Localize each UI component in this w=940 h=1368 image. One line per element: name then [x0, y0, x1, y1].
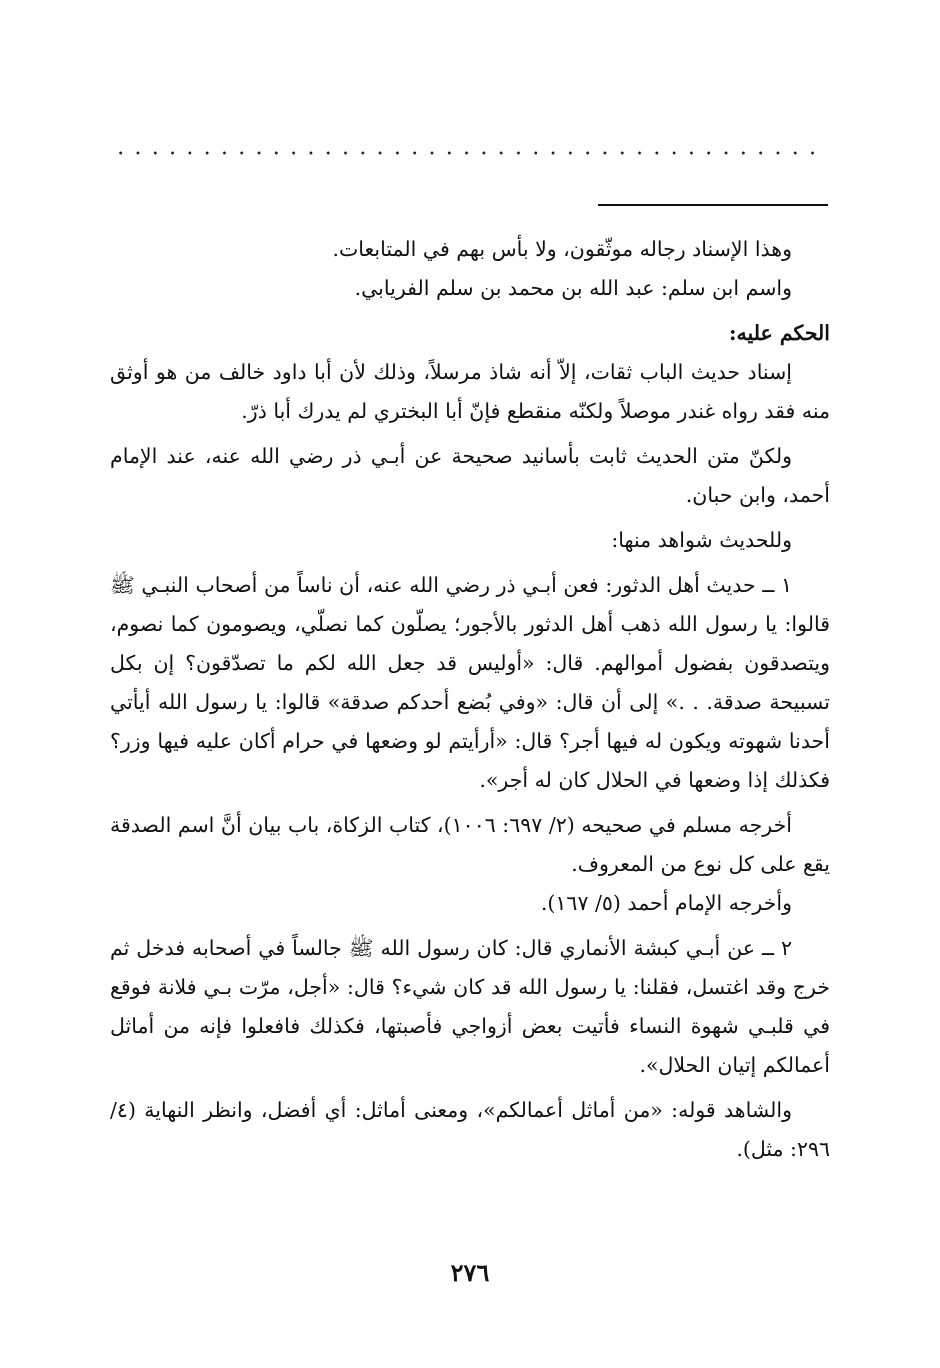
witness-2-text: ٢ ــ عن أبـي كبشة الأنماري قال: كان رسول الله ﷺ جالساً في أصحابه فدخل ثم خرج وقد اغتسل، فقلنا: يا رسول الله قد كان شيء؟ قال: «أجل، مرّت بـي فلانة فوقع في قلبـي شهوة النساء فأتيت بعض أزواجي فأصبتها، فكذلك فافعلوا فإنه من أماثل أعمالكم إتيان الحلال». — [110, 936, 830, 1077]
witness-1-takhrij-ahmad: وأخرجه الإمام أحمد (٥/ ١٦٧). — [540, 891, 792, 915]
witness-1-takhrij-muslim: أخرجه مسلم في صحيحه (٢/ ٦٩٧: ١٠٠٦)، كتاب الزكاة، باب بيان أنَّ اسم الصدقة يقع على كل نوع من المعروف. — [110, 813, 830, 876]
dotted-separator — [112, 146, 824, 160]
ruling-paragraph-3: وللحديث شواهد منها: — [611, 528, 792, 552]
note-line-1: وهذا الإسناد رجاله موثّقون، ولا بأس بهم في المتابعات. — [332, 237, 792, 261]
page-number: ٢٧٦ — [450, 1258, 490, 1287]
ruling-heading: الحكم عليه: — [728, 321, 830, 345]
ruling-paragraph-1: إسناد حديث الباب ثقات، إلاّ أنه شاذ مرسلاً، وذلك لأن أبا داود خالف من هو أوثق منه فقد رواه غندر موصلاً ولكنّه منقطع فإنّ أبا البختري لم يدرك أبا ذرّ. — [110, 360, 830, 423]
note-line-2: واسم ابن سلم: عبد الله بن محمد بن سلم الفريابي. — [354, 276, 792, 300]
witness-1-text: ١ ــ حديث أهل الدثور: فعن أبـي ذر رضي الله عنه، أن ناساً من أصحاب النبـي ﷺ قالوا: يا رسول الله ذهب أهل الدثور بالأجور؛ يصلّون كما نصلّي، ويصومون كما نصوم، ويتصدقون بفضول أموالهم. قال: «أوليس قد جعل الله لكم ما تصدّقون؟ إن بكل تسبيحة صدقة. . .» إلى أن قال: «وفي بُضع أحدكم صدقة» قالوا: يا رسول الله أيأتي أحدنا شهوته ويكون له فيها أجر؟ قال: «أرأيتم لو وضعها في حرام أكان عليه فيها وزر؟ فكذلك إذا وضعها في الحلال كان له أجر». — [110, 573, 830, 792]
page-body — [110, 230, 830, 1169]
ruling-paragraph-2: ولكنّ متن الحديث ثابت بأسانيد صحيحة عن أبـي ذر رضي الله عنه، عند الإمام أحمد، وابن حبان. — [110, 444, 830, 507]
footnote-rule — [598, 204, 828, 206]
witness-2-evidence: والشاهد قوله: «من أماثل أعمالكم»، ومعنى أماثل: أي أفضل، وانظر النهاية (٤/ ٢٩٦: مثل). — [110, 1098, 830, 1161]
